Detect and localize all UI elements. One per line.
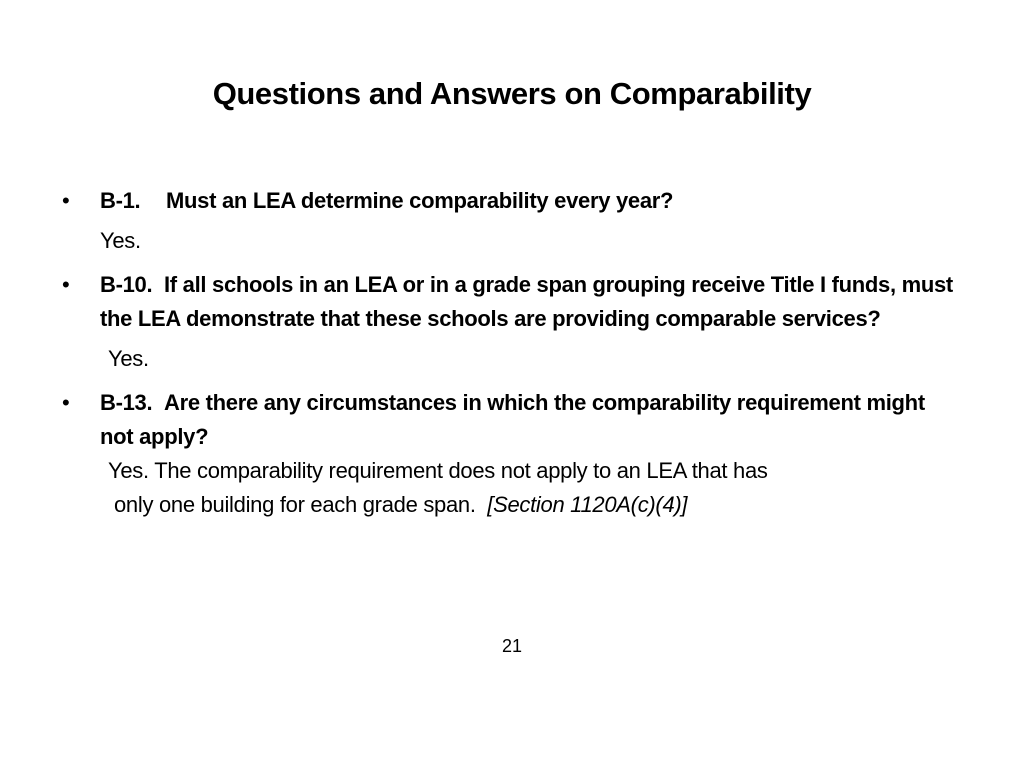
- answer-line: [108, 488, 962, 522]
- question-text: Must an LEA determine comparability every year?: [166, 188, 674, 213]
- answer: [100, 454, 962, 522]
- bullet-icon: •: [62, 272, 70, 297]
- question-number: B-13.: [100, 390, 153, 415]
- list-item-b13: [62, 386, 962, 522]
- answer-line: Yes. The comparability requirement does not apply to an LEA that has: [108, 458, 768, 483]
- list-item-b10: [62, 268, 962, 376]
- question: [100, 184, 962, 218]
- answer: Yes.: [108, 346, 149, 371]
- list-item-b1: [62, 184, 962, 258]
- answer: Yes.: [100, 228, 141, 253]
- question-list: [62, 184, 962, 522]
- question-number: B-1.: [100, 188, 141, 213]
- bullet-icon: •: [62, 390, 70, 415]
- citation: [Section 1120A(c)(4)]: [487, 492, 688, 517]
- question: [100, 268, 962, 336]
- answer-text: only one building for each grade span.: [114, 492, 488, 517]
- question-number: B-10.: [100, 272, 153, 297]
- question-text: If all schools in an LEA or in a grade span grouping receive Title I funds, must the LEA demonstrate that these schools are providing comparable services?: [100, 272, 953, 331]
- slide-title: Questions and Answers on Comparability: [212, 76, 812, 111]
- bullet-icon: •: [62, 188, 70, 213]
- question: [100, 386, 962, 454]
- question-text: Are there any circumstances in which the comparability requirement might not apply?: [100, 390, 925, 449]
- page-number: 21: [501, 636, 523, 656]
